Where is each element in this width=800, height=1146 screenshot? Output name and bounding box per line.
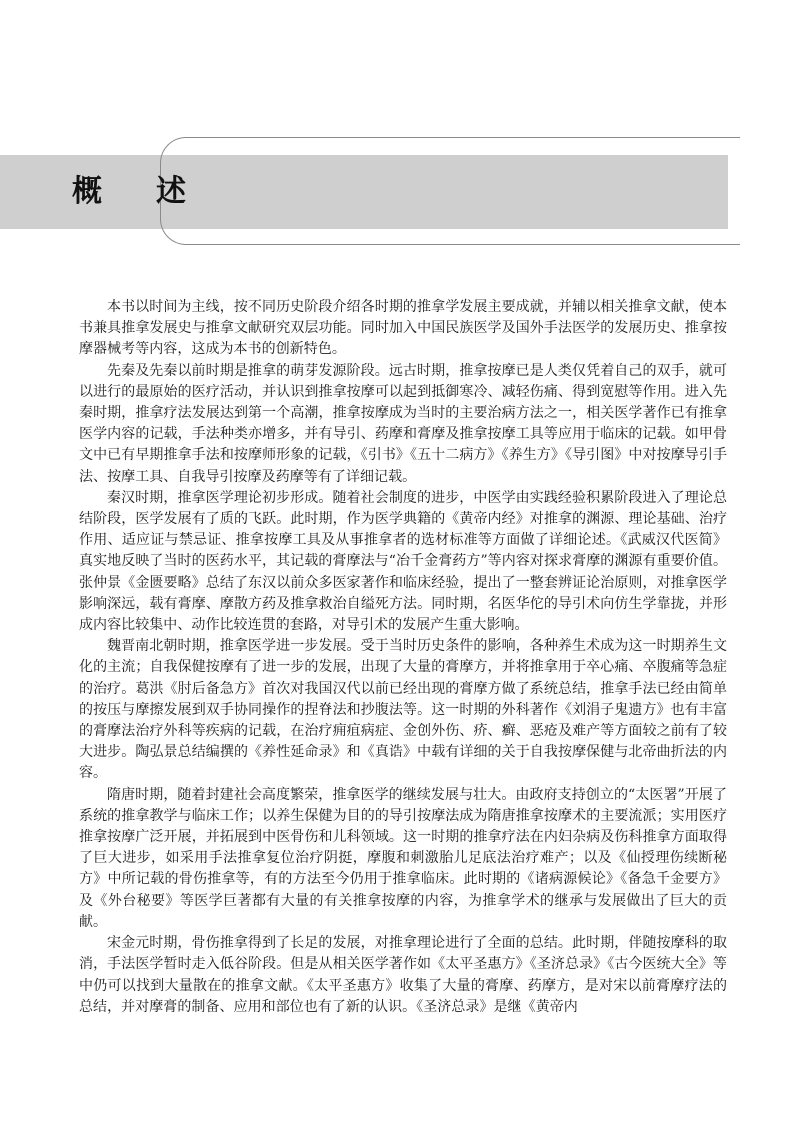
header-rounded-frame	[160, 137, 740, 245]
chapter-title: 概述	[72, 174, 240, 209]
paragraph-qin-han: 秦汉时期，推拿医学理论初步形成。随着社会制度的进步，中医学由实践经验积累阶段进入了理论总结阶段，医学发展有了质的飞跃。此时期，作为医学典籍的《黄帝内经》对推拿的渊源、理论基础、治疗作用、适应证与禁忌证、推拿按摩工具及从事推拿者的选材标准等方面做了详细论述。《武威汉代医简》真实地反映了当时的医药水平，其记载的膏摩法与“冶千金膏药方”等内容对探求膏摩的渊源有重要价值。张仲景《金匮要略》总结了东汉以前众多医家著作和临床经验，提出了一整套辨证论治原则，对推拿医学影响深远，载有膏摩、摩散方药及推拿救治自缢死方法。同时期，名医华佗的导引术向仿生学靠拢，并形成内容比较集中、动作比较连贯的套路，对导引术的发展产生重大影响。	[79, 489, 727, 634]
paragraph-sui-tang: 隋唐时期，随着封建社会高度繁荣，推拿医学的继续发展与壮大。由政府支持创立的“太医署”开展了系统的推拿教学与临床工作；以养生保健为目的的导引按摩法成为隋唐推拿按摩术的主要流派；实用医疗推拿按摩广泛开展，并拓展到中医骨伤和儿科领域。这一时期的推拿疗法在内妇杂病及伤科推拿方面取得了巨大进步，如采用手法推拿复位治疗阴挺，摩腹和刺激胎儿足底法治疗难产；以及《仙授理伤续断秘方》中所记载的骨伤推拿等，有的方法至今仍用于推拿临床。此时期的《诸病源候论》《备急千金要方》及《外台秘要》等医学巨著都有大量的有关推拿按摩的内容，为推拿学术的继承与发展做出了巨大的贡献。	[79, 786, 727, 930]
body-text	[79, 297, 727, 1018]
paragraph-song-jin-yuan: 宋金元时期，骨伤推拿得到了长足的发展，对推拿理论进行了全面的总结。此时期，伴随按摩科的取消，手法医学暂时走入低谷阶段。但是从相关医学著作如《太平圣惠方》《圣济总录》《古今医统大全》等中仍可以找到大量散在的推拿文献。《太平圣惠方》收集了大量的膏摩、药摩方，是对宋以前膏摩疗法的总结，并对摩膏的制备、应用和部位也有了新的认识。《圣济总录》是继《黄帝内	[79, 935, 727, 1015]
paragraph-wei-jin: 魏晋南北朝时期，推拿医学进一步发展。受于当时历史条件的影响，各种养生术成为这一时期养生文化的主流；自我保健按摩有了进一步的发展，出现了大量的膏摩方，并将推拿用于卒心痛、卒腹痛等急症的治疗。葛洪《肘后备急方》首次对我国汉代以前已经出现的膏摩方做了系统总结，推拿手法已经由简单的按压与摩擦发展到双手协同操作的捏脊法和抄腹法等。这一时期的外科著作《刘涓子鬼遗方》也有丰富的膏摩法治疗外科等疾病的记载，在治疗痈疽病症、金创外伤、疥、癣、恶疮及难产等方面较之前有了较大进步。陶弘景总结编撰的《养性延命录》和《真诰》中载有详细的关于自我按摩保健与北帝曲折法的内容。	[79, 638, 727, 782]
paragraph-pre-qin: 先秦及先秦以前时期是推拿的萌芽发源阶段。远古时期，推拿按摩已是人类仅凭着自己的双手，就可以进行的最原始的医疗活动，并认识到推拿按摩可以起到抵御寒冷、减轻伤痛、得到宽慰等作用。进入先秦时期，推拿疗法发展达到第一个高潮，推拿按摩成为当时的主要治病方法之一，相关医学著作已有推拿医学内容的记载，手法种类亦增多，并有导引、药摩和膏摩及推拿按摩工具等应用于临床的记载。如甲骨文中已有早期推拿手法和按摩师形象的记载，《引书》《五十二病方》《养生方》《导引图》中对按摩导引手法、按摩工具、自我导引按摩及药摩等有了详细记载。	[79, 362, 727, 485]
paragraph-intro: 本书以时间为主线，按不同历史阶段介绍各时期的推拿学发展主要成就，并辅以相关推拿文献，使本书兼具推拿发展史与推拿文献研究双层功能。同时加入中国民族医学及国外手法医学的发展历史、推拿按摩器械考等内容，这成为本书的创新特色。	[79, 299, 727, 358]
chapter-header	[0, 137, 728, 245]
